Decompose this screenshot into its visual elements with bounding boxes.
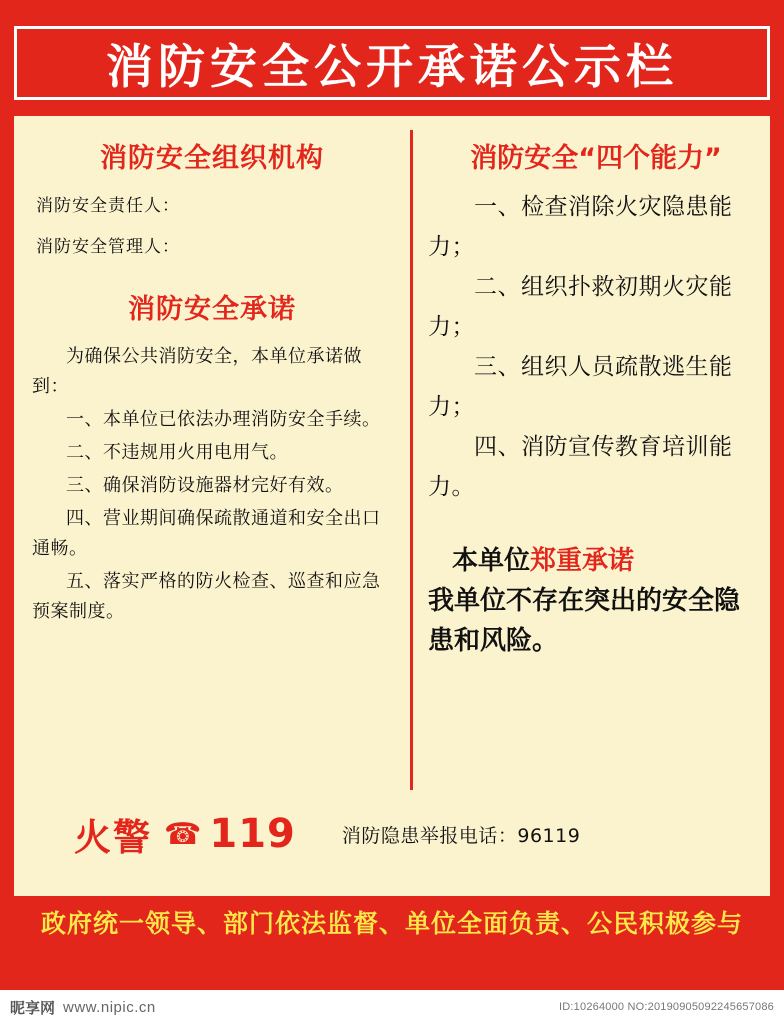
fire-alarm-label: 火警 — [74, 816, 152, 859]
pledge-item-2: 二、不违规用火用电用气。 — [66, 442, 288, 463]
watermark-footer — [0, 990, 784, 1024]
pledge-heading: 消防安全承诺 — [128, 294, 296, 325]
page-title: 消防安全公开承诺公示栏 — [106, 39, 678, 95]
footer-id-text: ID:10264000 NO:20190905092245657086 — [559, 1001, 774, 1013]
title-banner — [14, 26, 770, 100]
pledge-item-5: 五、落实严格的防火检查、巡查和应急预案制度。 — [32, 571, 381, 622]
brand-block — [10, 997, 156, 1018]
ability-item-1: 一、检查消除火灾隐患能力； — [428, 194, 733, 260]
field-manager-person: 消防安全管理人： — [36, 237, 180, 257]
content-card — [14, 116, 770, 896]
ability-item-2: 二、组织扑救初期火灾能力； — [428, 274, 733, 340]
fire-call-row — [14, 804, 770, 864]
two-column-layout — [14, 116, 770, 800]
brand-name-cn: 昵享网 — [10, 998, 56, 1017]
solemn-pledge-line1 — [428, 541, 764, 581]
ability-item-4: 四、消防宣传教育培训能力。 — [428, 434, 733, 500]
fire-alarm-number: 119 — [209, 811, 296, 857]
solemn-prefix: 本单位 — [452, 546, 531, 576]
ability-heading: 消防安全“四个能力” — [470, 143, 722, 174]
pledge-item-1: 一、本单位已依法办理消防安全手续。 — [66, 409, 381, 430]
field-responsible-person: 消防安全责任人： — [36, 196, 180, 216]
pledge-item-3: 三、确保消防设施器材完好有效。 — [66, 475, 344, 496]
org-heading: 消防安全组织机构 — [100, 143, 324, 174]
pledge-item-4: 四、营业期间确保疏散通道和安全出口通畅。 — [32, 508, 381, 559]
right-column — [410, 116, 770, 800]
solemn-pledge-line2: 我单位不存在突出的安全隐患和风险。 — [428, 586, 741, 656]
left-column — [14, 116, 410, 800]
solemn-red-text: 郑重承诺 — [530, 546, 635, 576]
hazard-report-phone: 消防隐患举报电话：96119 — [341, 824, 581, 847]
bottom-slogan: 政府统一领导、部门依法监督、单位全面负责、公民积极参与 — [40, 909, 743, 938]
pledge-intro: 为确保公共消防安全，本单位承诺做到： — [32, 346, 362, 397]
ability-item-3: 三、组织人员疏散逃生能力； — [428, 354, 733, 420]
solemn-pledge-block — [428, 541, 764, 661]
brand-url: www.nipic.cn — [63, 998, 156, 1016]
phone-icon: ☎ — [164, 817, 202, 851]
